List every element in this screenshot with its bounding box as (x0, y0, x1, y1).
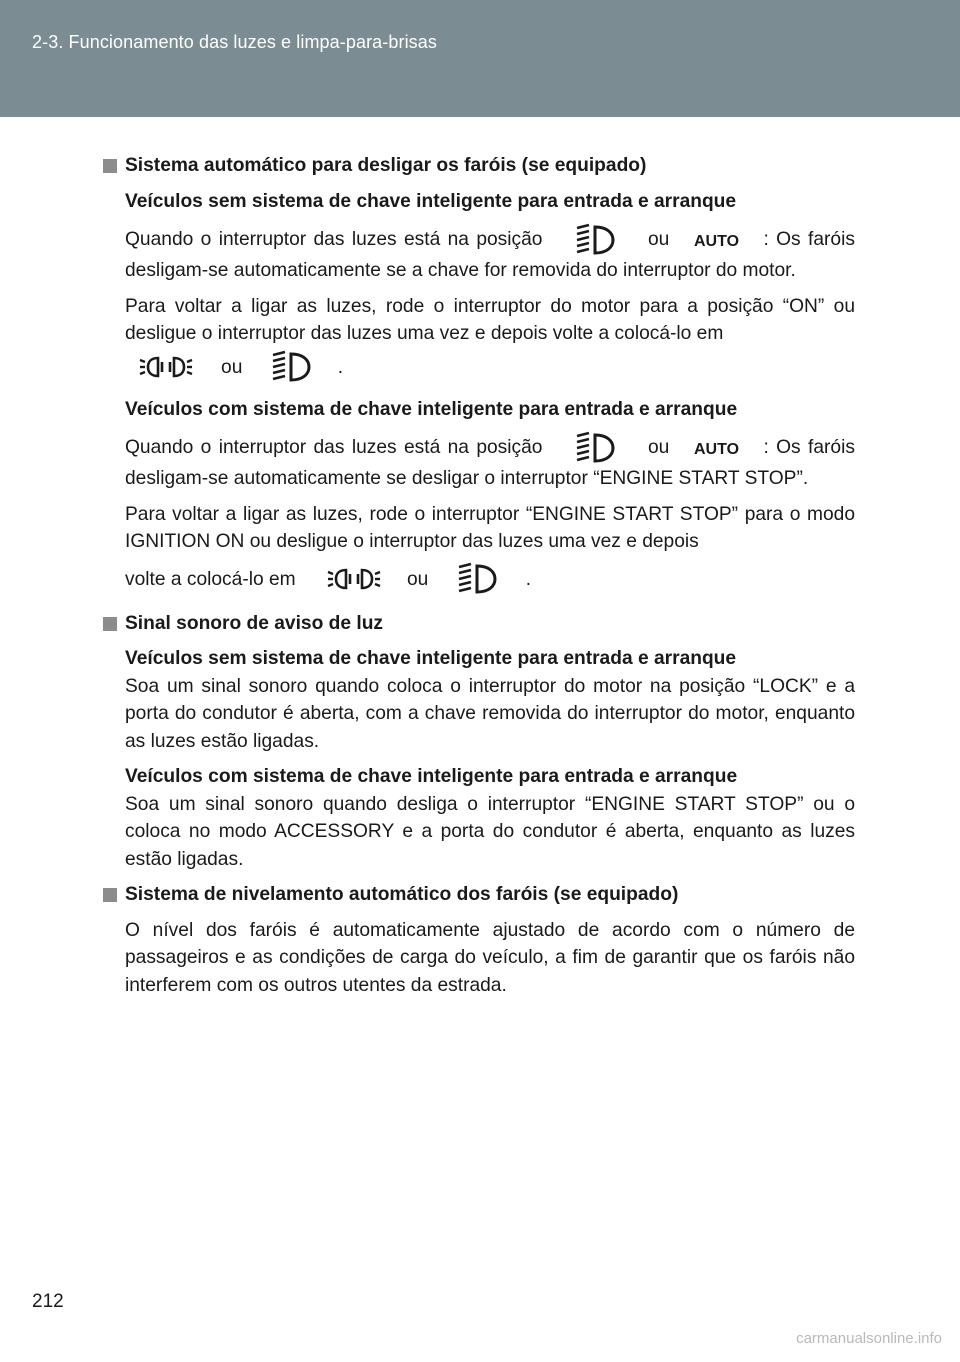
section-body-auto-off (103, 188, 855, 600)
section-heading-auto-off: Sistema automático para desligar os faróis (se equipado) (103, 152, 855, 180)
icon-line: ou . (125, 348, 855, 388)
page-content (103, 152, 855, 999)
subheading-smart-key: Veículos com sistema de chave inteligente para entrada e arranque (125, 398, 738, 420)
header-band (0, 0, 960, 117)
parking-lights-icon (326, 562, 382, 596)
auto-icon (692, 229, 756, 251)
bullet-square (103, 159, 117, 173)
page-number: 212 (32, 1291, 64, 1312)
parking-lights-icon (138, 350, 194, 384)
section-title: 2-3. Funcionamento das luzes e limpa-para-brisas (32, 32, 437, 52)
section-body-warning-buzzer (103, 645, 855, 873)
headlight-icon (571, 223, 615, 257)
icon-line: volte a colocá-lo em ou . (125, 560, 855, 600)
paragraph: Quando o interruptor das luzes está na posição ou AUTO : Os faróis desligam-se automaticamente se a chave for removida do interruptor do motor. (125, 223, 855, 285)
paragraph: Para voltar a ligar as luzes, rode o interruptor do motor para a posição “ON” ou desligue o interruptor das luzes uma vez e depois volte a colocá-lo em (125, 295, 855, 344)
paragraph: Quando o interruptor das luzes está na posição ou AUTO : Os faróis desligam-se automaticamente se desligar o interruptor “ENGINE START STOP”. (125, 431, 855, 493)
paragraph: Para voltar a ligar as luzes, rode o interruptor “ENGINE START STOP” para o modo IGNITION ON ou desligue o interruptor das luzes uma vez e depois (125, 503, 855, 552)
paragraph: Soa um sinal sonoro quando desliga o interruptor “ENGINE START STOP” ou o coloca no modo ACCESSORY e a porta do condutor é aberta, enquanto as luzes estão ligadas. (125, 793, 855, 870)
section-heading-warning-buzzer: Sinal sonoro de aviso de luz (103, 610, 855, 638)
headlight-icon (571, 431, 615, 465)
headlight-icon (453, 562, 497, 596)
bullet-square (103, 888, 117, 902)
subheading-no-smart-key: Veículos sem sistema de chave inteligente para entrada e arranque (125, 648, 737, 669)
bullet-square (103, 617, 117, 631)
subheading-smart-key: Veículos com sistema de chave inteligente para entrada e arranque (125, 766, 738, 787)
auto-icon (692, 437, 756, 459)
section-body-leveling (103, 917, 855, 1000)
svg-text:AUTO: AUTO (694, 233, 740, 250)
headlight-icon (267, 350, 311, 384)
paragraph: Soa um sinal sonoro quando coloca o interruptor do motor na posição “LOCK” e a porta do condutor é aberta, com a chave removida do interruptor do motor, enquanto as luzes estão ligadas. (125, 675, 855, 752)
svg-text:AUTO: AUTO (694, 441, 740, 458)
section-heading-leveling: Sistema de nivelamento automático dos faróis (se equipado) (103, 881, 855, 909)
paragraph: O nível dos faróis é automaticamente ajustado de acordo com o número de passageiros e as condições de carga do veículo, a fim de garantir que os faróis não interferem com os outros utentes da estrada. (125, 919, 855, 996)
subheading-no-smart-key: Veículos sem sistema de chave inteligente para entrada e arranque (125, 190, 737, 212)
watermark: carmanualsonline.info (796, 1330, 942, 1347)
